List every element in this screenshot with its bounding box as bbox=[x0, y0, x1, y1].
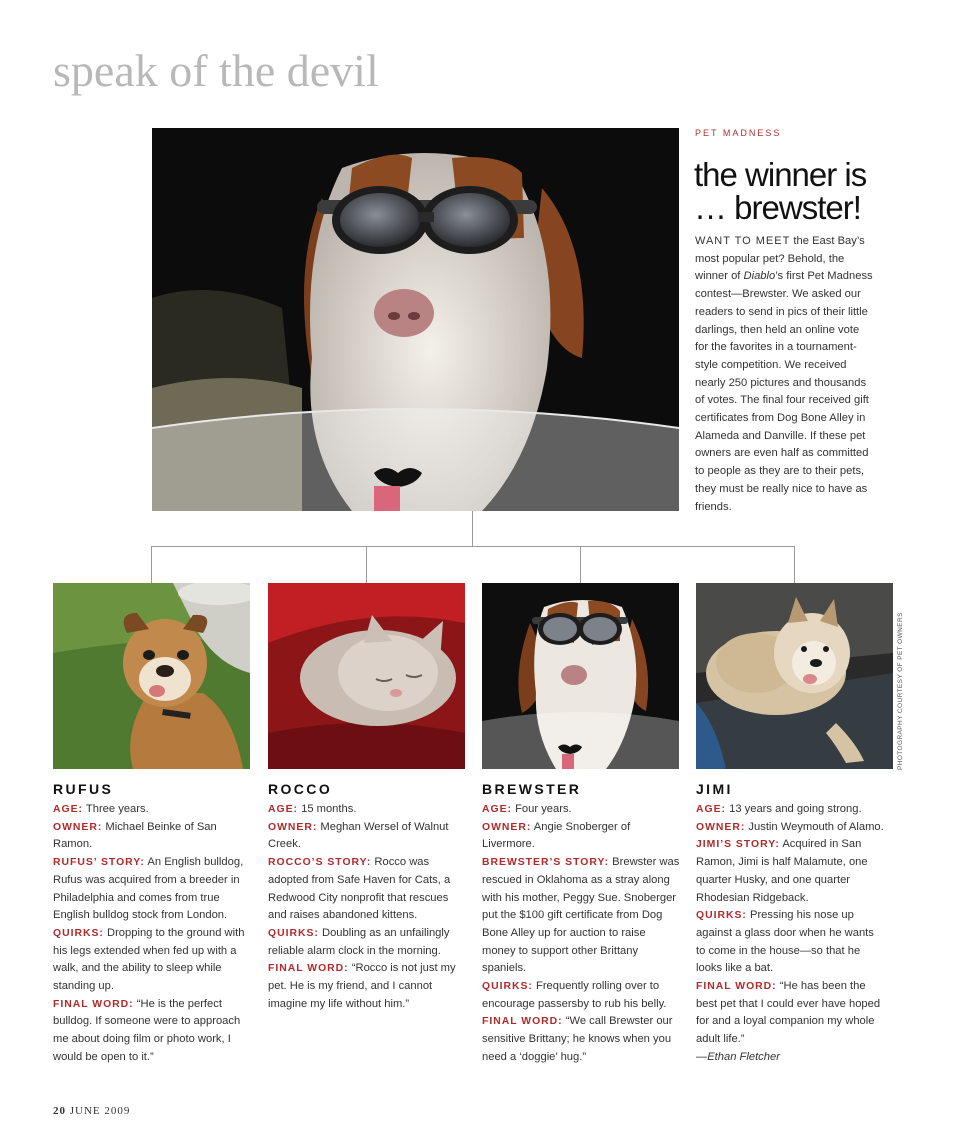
pet-final-word bbox=[268, 960, 466, 1013]
final-word-label: FINAL WORD: bbox=[696, 981, 777, 993]
pet-owner bbox=[53, 819, 253, 854]
hero-photo-brewster bbox=[152, 128, 679, 511]
section-title: speak of the devil bbox=[53, 45, 379, 96]
owner-value: Michael Beinke of San Ramon. bbox=[53, 820, 217, 851]
quirks-label: QUIRKS: bbox=[696, 910, 747, 922]
intro-text-2: ’s first Pet Madness contest—Brewster. We asked our readers to send in pics of their little darlings, then held an online vote for the favorites in a tournament-style competition. We received nearly 250 pictures and thousands of votes. The final four received gift certificates from Dog Bone Alley in Alameda and Danville. If these pet owners are even half as committed to people as they are to their pets, they must be really nice to have as friends. bbox=[695, 270, 873, 513]
kicker: PET MADNESS bbox=[695, 128, 782, 138]
rocco-illustration bbox=[268, 583, 465, 769]
story-label: RUFUS’ STORY: bbox=[53, 857, 145, 869]
owner-label: OWNER: bbox=[696, 821, 746, 833]
pet-owner bbox=[696, 819, 886, 837]
rufus-illustration bbox=[53, 583, 250, 769]
pet-profile-jimi bbox=[696, 781, 886, 1067]
quirks-value: Doubling as an unfailingly reliable alarm clock in the morning. bbox=[268, 926, 450, 957]
story-label: BREWSTER’S STORY: bbox=[482, 857, 610, 869]
pet-name: JIMI bbox=[696, 781, 733, 797]
headline bbox=[694, 158, 914, 224]
brewster-thumb-illustration bbox=[482, 583, 679, 769]
age-value: Three years. bbox=[82, 803, 149, 815]
pet-name: RUFUS bbox=[53, 781, 114, 797]
owner-value: Meghan Wersel of Walnut Creek. bbox=[268, 820, 449, 851]
author-signature: —Ethan Fletcher bbox=[696, 1050, 780, 1063]
pet-story bbox=[268, 854, 466, 925]
final-word-value: “We call Brewster our sensitive Brittany; he knows when you need a ‘doggie’ hug.” bbox=[482, 1015, 673, 1063]
owner-value: Angie Snoberger of Livermore. bbox=[482, 820, 631, 851]
bracket-drop-2 bbox=[366, 546, 367, 583]
quirks-value: Pressing his nose up against a glass door when he wants to come in the house—so that he looks like a bat. bbox=[696, 909, 874, 975]
quirks-label: QUIRKS: bbox=[268, 927, 319, 939]
pet-quirks bbox=[53, 925, 253, 996]
issue-date: JUNE 2009 bbox=[69, 1105, 131, 1117]
final-word-label: FINAL WORD: bbox=[482, 1016, 563, 1028]
bracket-bar bbox=[151, 546, 795, 547]
owner-label: OWNER: bbox=[268, 821, 318, 833]
age-value: Four years. bbox=[511, 803, 572, 815]
pet-story bbox=[53, 854, 253, 925]
pet-quirks bbox=[482, 978, 680, 1013]
bracket-drop-3 bbox=[580, 546, 581, 583]
pet-story bbox=[696, 836, 886, 907]
story-label: JIMI’S STORY: bbox=[696, 839, 780, 851]
quirks-value: Frequently rolling over to encourage passersby to rub his belly. bbox=[482, 980, 667, 1010]
headline-line-1: the winner is bbox=[694, 156, 867, 193]
story-label: ROCCO’S STORY: bbox=[268, 857, 372, 869]
story-value: Rocco was adopted from Safe Haven for Cats, a Redwood City nonprofit that rescues and raises abandoned kittens. bbox=[268, 856, 451, 922]
photo-credit: PHOTOGRAPHY COURTESY OF PET OWNERS bbox=[897, 612, 904, 770]
jimi-illustration bbox=[696, 583, 893, 769]
owner-label: OWNER: bbox=[53, 821, 103, 833]
pet-owner bbox=[268, 819, 466, 854]
photo-brewster bbox=[482, 583, 679, 769]
owner-value: Justin Weymouth of Alamo. bbox=[745, 820, 884, 833]
age-value: 13 years and going strong. bbox=[725, 803, 862, 815]
pet-quirks bbox=[268, 925, 466, 960]
photo-rufus bbox=[53, 583, 250, 769]
final-word-label: FINAL WORD: bbox=[268, 963, 349, 975]
age-label: AGE: bbox=[53, 804, 83, 815]
page-number: 20 bbox=[53, 1105, 66, 1117]
pet-story bbox=[482, 854, 680, 978]
story-value: An English bulldog, Rufus was acquired from a breeder in Philadelphia and comes from true English bulldog stock from London. bbox=[53, 856, 244, 922]
owner-label: OWNER: bbox=[482, 821, 532, 833]
pet-final-word bbox=[696, 978, 886, 1049]
age-label: AGE: bbox=[696, 804, 726, 815]
quirks-label: QUIRKS: bbox=[482, 981, 533, 993]
photo-rocco bbox=[268, 583, 465, 769]
bracket-drop-1 bbox=[151, 546, 152, 583]
intro-text-1: the East Bay’s most popular pet? Behold, the winner of bbox=[695, 235, 865, 283]
pet-quirks bbox=[696, 907, 886, 978]
bracket-stem bbox=[472, 511, 473, 547]
pet-age bbox=[268, 801, 466, 819]
pet-profile-rufus bbox=[53, 781, 253, 1067]
story-value: Acquired in San Ramon, Jimi is half Malamute, one quarter Husky, and one quarter Rhodesian Ridgeback. bbox=[696, 838, 868, 904]
pet-owner bbox=[482, 819, 680, 854]
final-word-value: “He has been the best pet that I could ever have hoped for and a loyal companion my whole adult life.” bbox=[696, 980, 881, 1046]
final-word-label: FINAL WORD: bbox=[53, 998, 134, 1010]
pet-name: ROCCO bbox=[268, 781, 333, 797]
intro-paragraph bbox=[695, 233, 873, 516]
pet-final-word bbox=[482, 1013, 680, 1066]
photo-jimi bbox=[696, 583, 893, 769]
pet-age bbox=[482, 801, 680, 819]
quirks-label: QUIRKS: bbox=[53, 927, 104, 939]
age-label: AGE: bbox=[482, 804, 512, 815]
brewster-hero-illustration bbox=[152, 128, 679, 511]
story-value: Brewster was rescued in Oklahoma as a stray along with his mother, Peggy Sue. Snoberger put the $100 gift certificate from Dog Bone Alley up for auction to raise money to support other Brittany spaniels. bbox=[482, 856, 680, 975]
bracket-drop-4 bbox=[794, 546, 795, 583]
intro-lead: WANT TO MEET bbox=[695, 235, 791, 247]
page-footer bbox=[53, 1105, 130, 1117]
pet-profile-brewster bbox=[482, 781, 680, 1067]
pet-age bbox=[696, 801, 886, 819]
pet-name: BREWSTER bbox=[482, 781, 582, 797]
pet-age bbox=[53, 801, 253, 819]
intro-magazine-name: Diablo bbox=[743, 270, 776, 283]
age-value: 15 months. bbox=[297, 803, 357, 815]
pet-final-word bbox=[53, 996, 253, 1067]
pet-profile-rocco bbox=[268, 781, 466, 1013]
age-label: AGE: bbox=[268, 804, 298, 815]
headline-line-2: … brewster! bbox=[694, 189, 861, 226]
quirks-value: Dropping to the ground with his legs extended when fed up with a walk, and the ability to sleep while standing up. bbox=[53, 926, 245, 993]
final-word-value: “He is the perfect bulldog. If someone were to approach me about doing film or photo work, I would be open to it.” bbox=[53, 997, 241, 1063]
final-word-value: “Rocco is not just my pet. He is my friend, and I cannot imagine my life without him.” bbox=[268, 962, 456, 1010]
